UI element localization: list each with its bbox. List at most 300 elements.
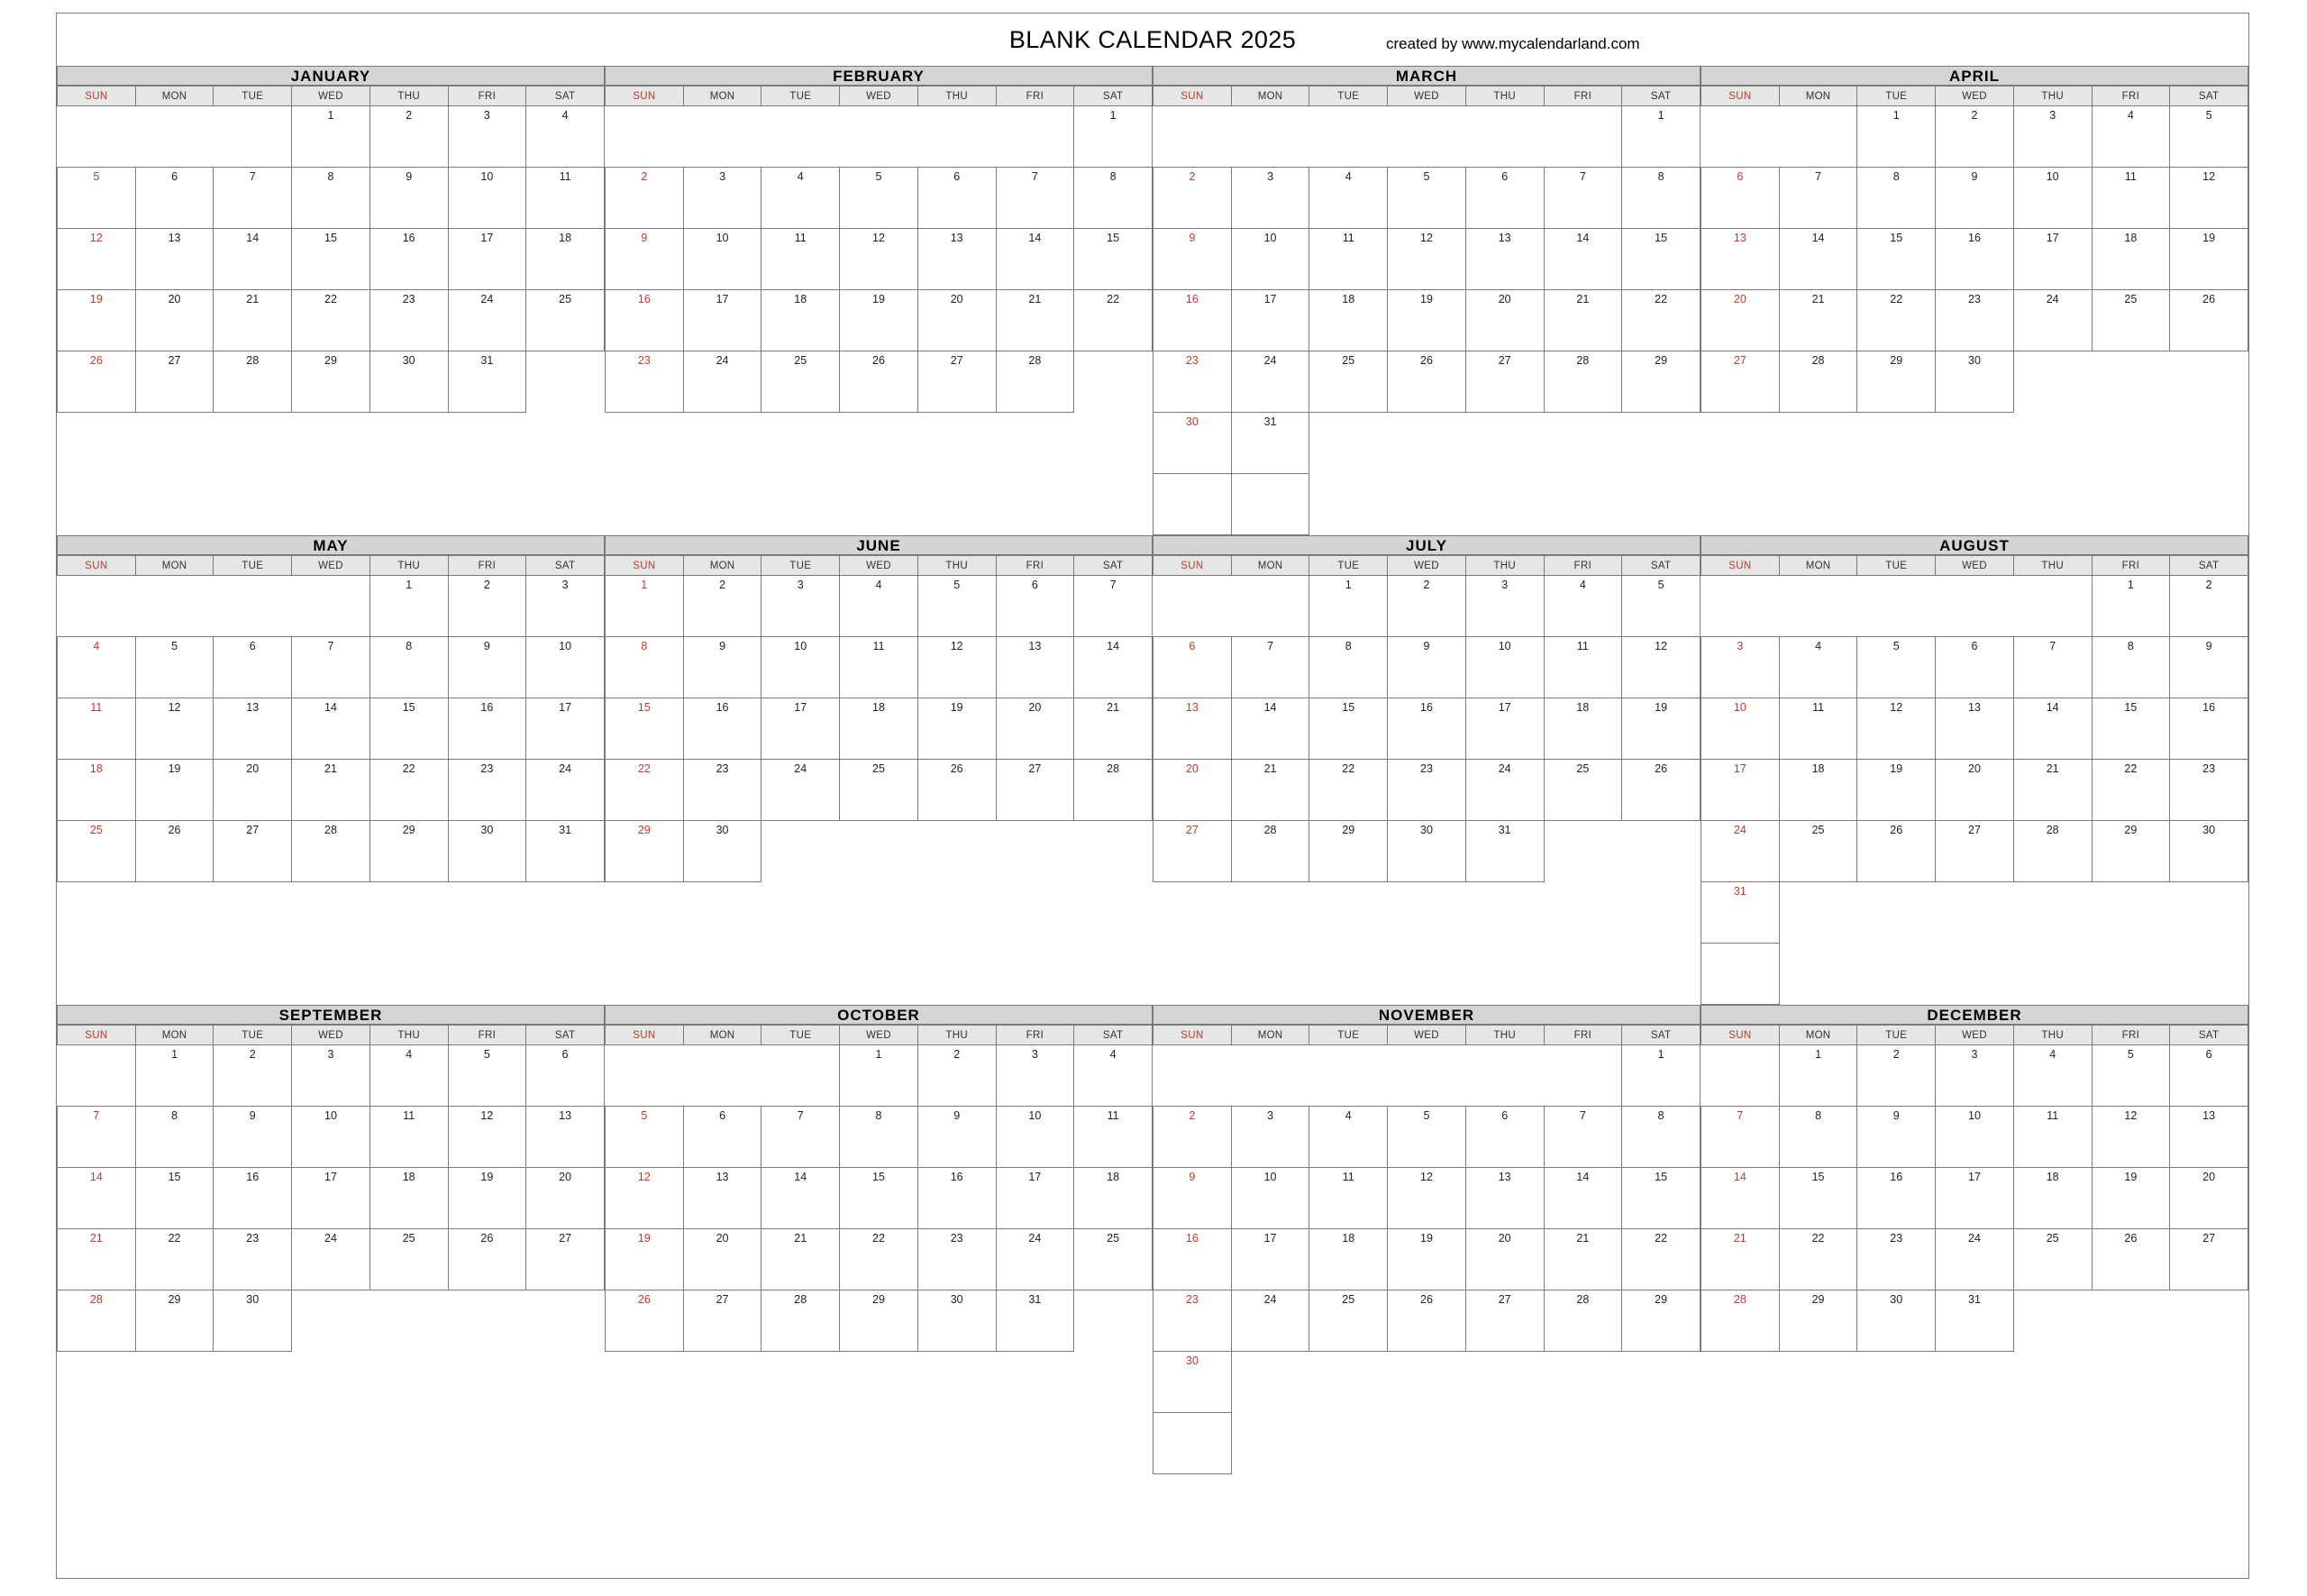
day-cell: 14: [292, 698, 370, 760]
day-cell: 27: [1465, 351, 1544, 413]
empty-cell: [214, 1352, 292, 1413]
day-cell: 7: [1779, 168, 1857, 229]
day-cell: 28: [1701, 1290, 1780, 1352]
month-table: [57, 86, 605, 534]
empty-cell: [1231, 1352, 1309, 1413]
day-cell: 3: [1701, 637, 1780, 698]
day-cell: 23: [2170, 760, 2248, 821]
week-row: [58, 1412, 605, 1473]
weekday-mon: MON: [683, 1026, 761, 1045]
empty-cell: [606, 413, 684, 474]
week-row: [606, 1229, 1153, 1290]
empty-cell: [526, 882, 605, 944]
day-cell: 19: [58, 290, 136, 351]
empty-cell: [1074, 1352, 1153, 1413]
weekday-fri: FRI: [996, 1026, 1074, 1045]
day-cell: 31: [996, 1290, 1074, 1352]
weekday-thu: THU: [369, 1026, 448, 1045]
day-cell: 7: [2013, 637, 2092, 698]
day-cell: 28: [214, 351, 292, 413]
week-row: [1701, 106, 2248, 168]
day-cell: 15: [369, 698, 448, 760]
day-cell: 11: [526, 168, 605, 229]
empty-cell: [2170, 1290, 2248, 1352]
day-cell: 11: [58, 698, 136, 760]
day-cell: 20: [214, 760, 292, 821]
day-cell: 20: [1465, 1229, 1544, 1290]
empty-cell: [2170, 1352, 2248, 1413]
month-title: SEPTEMBER: [57, 1005, 605, 1025]
day-cell: 29: [1309, 821, 1388, 882]
empty-cell: [2013, 473, 2092, 534]
day-cell: 6: [917, 168, 996, 229]
day-cell: 23: [917, 1229, 996, 1290]
week-row: [1154, 882, 1701, 944]
day-cell: 7: [58, 1107, 136, 1168]
day-cell: 20: [1701, 290, 1780, 351]
blank-day-cell: [1701, 944, 1780, 1005]
weekday-wed: WED: [1936, 1026, 2014, 1045]
empty-cell: [1074, 351, 1153, 413]
weekday-fri: FRI: [1544, 87, 1622, 106]
month-title: NOVEMBER: [1153, 1005, 1701, 1025]
day-cell: 9: [1388, 637, 1466, 698]
day-cell: 16: [917, 1168, 996, 1229]
day-cell: 14: [996, 229, 1074, 290]
empty-cell: [1779, 106, 1857, 168]
day-cell: 23: [369, 290, 448, 351]
day-cell: 11: [369, 1107, 448, 1168]
empty-cell: [135, 943, 214, 1003]
weekday-mon: MON: [135, 556, 214, 576]
day-cell: 28: [1779, 351, 1857, 413]
empty-cell: [996, 1412, 1074, 1473]
day-cell: 9: [2170, 637, 2248, 698]
empty-cell: [996, 473, 1074, 534]
day-cell: 27: [526, 1229, 605, 1290]
day-cell: 5: [1388, 168, 1466, 229]
empty-cell: [1309, 1413, 1388, 1474]
empty-cell: [1544, 882, 1622, 944]
day-cell: 21: [1231, 760, 1309, 821]
day-cell: 27: [2170, 1229, 2248, 1290]
day-cell: 7: [1544, 1107, 1622, 1168]
month-title: JUNE: [605, 535, 1153, 555]
weekday-sun: SUN: [1154, 87, 1232, 106]
empty-cell: [526, 351, 605, 413]
week-row: [606, 106, 1153, 168]
week-row: [58, 473, 605, 534]
weekday-header-row: [1154, 1026, 1701, 1045]
weekday-fri: FRI: [448, 87, 526, 106]
weekday-tue: TUE: [214, 87, 292, 106]
day-cell: 21: [58, 1229, 136, 1290]
month-table: [57, 1025, 605, 1473]
month-row: [57, 535, 2248, 1005]
day-cell: 30: [683, 821, 761, 882]
empty-cell: [683, 943, 761, 1003]
day-cell: 7: [1701, 1107, 1780, 1168]
day-cell: 29: [1622, 1290, 1701, 1352]
day-cell: 22: [1622, 290, 1701, 351]
weekday-header-row: [58, 87, 605, 106]
day-cell: 10: [761, 637, 840, 698]
weekday-sat: SAT: [2170, 87, 2248, 106]
empty-cell: [1544, 821, 1622, 882]
empty-cell: [526, 1412, 605, 1473]
weekday-mon: MON: [1779, 1026, 1857, 1045]
day-cell: 30: [448, 821, 526, 882]
week-row: [606, 351, 1153, 413]
empty-cell: [58, 1045, 136, 1107]
day-cell: 4: [840, 576, 918, 637]
day-cell: 17: [448, 229, 526, 290]
empty-cell: [1231, 1413, 1309, 1474]
empty-cell: [58, 943, 136, 1003]
week-row: [606, 576, 1153, 637]
empty-cell: [1857, 944, 1936, 1005]
week-row: [1701, 473, 2248, 534]
weekday-sun: SUN: [58, 556, 136, 576]
weekday-tue: TUE: [1309, 556, 1388, 576]
week-row: [1701, 229, 2248, 290]
day-cell: 28: [1074, 760, 1153, 821]
day-cell: 6: [1465, 1107, 1544, 1168]
week-row: [1701, 1229, 2248, 1290]
day-cell: 15: [292, 229, 370, 290]
empty-cell: [526, 943, 605, 1003]
empty-cell: [1622, 413, 1701, 474]
empty-cell: [1701, 473, 1780, 534]
month-table: [1701, 86, 2248, 534]
month-title: JULY: [1153, 535, 1701, 555]
empty-cell: [1309, 1045, 1388, 1107]
empty-cell: [448, 413, 526, 474]
day-cell: 7: [292, 637, 370, 698]
day-cell: 1: [1857, 106, 1936, 168]
week-row: [606, 1045, 1153, 1107]
day-cell: 28: [1544, 351, 1622, 413]
empty-cell: [1701, 1352, 1780, 1413]
day-cell: 23: [1154, 351, 1232, 413]
empty-cell: [1857, 473, 1936, 534]
weekday-wed: WED: [292, 556, 370, 576]
weekday-sun: SUN: [606, 1026, 684, 1045]
empty-cell: [606, 1352, 684, 1413]
day-cell: 8: [840, 1107, 918, 1168]
day-cell: 8: [1622, 1107, 1701, 1168]
day-cell: 3: [761, 576, 840, 637]
empty-cell: [526, 473, 605, 534]
day-cell: 29: [1857, 351, 1936, 413]
day-cell: 20: [2170, 1168, 2248, 1229]
day-cell: 9: [214, 1107, 292, 1168]
empty-cell: [917, 821, 996, 882]
day-cell: 4: [761, 168, 840, 229]
day-cell: 9: [683, 637, 761, 698]
day-cell: 17: [526, 698, 605, 760]
weekday-tue: TUE: [1857, 1026, 1936, 1045]
month-block-september: [57, 1005, 605, 1474]
empty-cell: [1701, 576, 1780, 637]
weekday-tue: TUE: [761, 87, 840, 106]
day-cell: 29: [2092, 821, 2170, 882]
weekday-mon: MON: [1231, 556, 1309, 576]
day-cell: 15: [1857, 229, 1936, 290]
empty-cell: [996, 943, 1074, 1003]
empty-cell: [761, 1045, 840, 1107]
day-cell: 31: [1231, 413, 1309, 474]
day-cell: 20: [135, 290, 214, 351]
day-cell: 4: [2092, 106, 2170, 168]
blank-day-cell: [1154, 474, 1232, 535]
empty-cell: [1231, 943, 1309, 1003]
day-cell: 30: [917, 1290, 996, 1352]
empty-cell: [1388, 1413, 1466, 1474]
empty-cell: [1074, 413, 1153, 474]
month-title: AUGUST: [1701, 535, 2248, 555]
week-row: [1154, 474, 1701, 535]
month-title: MAY: [57, 535, 605, 555]
day-cell: 6: [526, 1045, 605, 1107]
day-cell: 6: [2170, 1045, 2248, 1107]
empty-cell: [917, 1352, 996, 1413]
day-cell: 31: [526, 821, 605, 882]
day-cell: 1: [369, 576, 448, 637]
empty-cell: [1779, 576, 1857, 637]
day-cell: 19: [448, 1168, 526, 1229]
empty-cell: [1701, 1045, 1780, 1107]
empty-cell: [2092, 1352, 2170, 1413]
empty-cell: [58, 1352, 136, 1413]
empty-cell: [1857, 413, 1936, 474]
day-cell: 11: [1309, 229, 1388, 290]
day-cell: 22: [1074, 290, 1153, 351]
day-cell: 22: [606, 760, 684, 821]
day-cell: 24: [2013, 290, 2092, 351]
day-cell: 26: [58, 351, 136, 413]
empty-cell: [526, 413, 605, 474]
day-cell: 16: [214, 1168, 292, 1229]
week-row: [1701, 290, 2248, 351]
empty-cell: [683, 106, 761, 168]
weekday-mon: MON: [1779, 87, 1857, 106]
week-row: [1701, 351, 2248, 413]
month-block-august: [1701, 535, 2248, 1005]
week-row: [1154, 351, 1701, 413]
weekday-thu: THU: [917, 1026, 996, 1045]
day-cell: 21: [2013, 760, 2092, 821]
day-cell: 26: [917, 760, 996, 821]
weekday-fri: FRI: [2092, 87, 2170, 106]
empty-cell: [1388, 474, 1466, 535]
day-cell: 20: [1154, 760, 1232, 821]
week-row: [606, 821, 1153, 882]
day-cell: 3: [1231, 168, 1309, 229]
weekday-header-row: [606, 556, 1153, 576]
weekday-mon: MON: [1779, 556, 1857, 576]
day-cell: 7: [1074, 576, 1153, 637]
day-cell: 3: [526, 576, 605, 637]
day-cell: 20: [683, 1229, 761, 1290]
day-cell: 9: [606, 229, 684, 290]
empty-cell: [1074, 1412, 1153, 1473]
day-cell: 5: [840, 168, 918, 229]
empty-cell: [2092, 944, 2170, 1005]
month-block-july: [1153, 535, 1701, 1005]
day-cell: 14: [1779, 229, 1857, 290]
day-cell: 18: [369, 1168, 448, 1229]
empty-cell: [1388, 106, 1466, 168]
empty-cell: [761, 106, 840, 168]
empty-cell: [135, 576, 214, 637]
day-cell: 10: [2013, 168, 2092, 229]
empty-cell: [1465, 1413, 1544, 1474]
day-cell: 9: [448, 637, 526, 698]
weekday-mon: MON: [1231, 1026, 1309, 1045]
empty-cell: [292, 1290, 370, 1352]
empty-cell: [135, 882, 214, 944]
day-cell: 22: [292, 290, 370, 351]
day-cell: 16: [1857, 1168, 1936, 1229]
month-row: [57, 66, 2248, 535]
day-cell: 7: [214, 168, 292, 229]
day-cell: 1: [1622, 1045, 1701, 1107]
weekday-tue: TUE: [1309, 1026, 1388, 1045]
week-row: [1701, 1290, 2248, 1352]
empty-cell: [369, 1412, 448, 1473]
day-cell: 26: [448, 1229, 526, 1290]
day-cell: 13: [214, 698, 292, 760]
empty-cell: [369, 882, 448, 944]
weekday-sat: SAT: [1074, 87, 1153, 106]
empty-cell: [1309, 882, 1388, 944]
day-cell: 13: [526, 1107, 605, 1168]
empty-cell: [2013, 1290, 2092, 1352]
day-cell: 1: [606, 576, 684, 637]
day-cell: 10: [526, 637, 605, 698]
day-cell: 2: [1154, 1107, 1232, 1168]
empty-cell: [2013, 576, 2092, 637]
month-table: [1153, 555, 1701, 1003]
empty-cell: [369, 1290, 448, 1352]
empty-cell: [1154, 1045, 1232, 1107]
empty-cell: [1936, 473, 2014, 534]
empty-cell: [683, 1412, 761, 1473]
week-row: [1154, 290, 1701, 351]
day-cell: 9: [1154, 229, 1232, 290]
empty-cell: [840, 473, 918, 534]
blank-day-cell: [1231, 474, 1309, 535]
empty-cell: [1074, 1290, 1153, 1352]
day-cell: 1: [2092, 576, 2170, 637]
empty-cell: [761, 473, 840, 534]
day-cell: 18: [840, 698, 918, 760]
day-cell: 15: [1779, 1168, 1857, 1229]
empty-cell: [996, 106, 1074, 168]
day-cell: 3: [1231, 1107, 1309, 1168]
empty-cell: [1074, 473, 1153, 534]
empty-cell: [2170, 1412, 2248, 1473]
weekday-header-row: [606, 87, 1153, 106]
day-cell: 14: [2013, 698, 2092, 760]
empty-cell: [996, 882, 1074, 944]
week-row: [1154, 1352, 1701, 1413]
month-title: JANUARY: [57, 66, 605, 86]
day-cell: 25: [58, 821, 136, 882]
day-cell: 1: [1309, 576, 1388, 637]
month-table: [605, 555, 1153, 1003]
weekday-header-row: [58, 1026, 605, 1045]
empty-cell: [58, 1412, 136, 1473]
week-row: [606, 1290, 1153, 1352]
week-row: [58, 1290, 605, 1352]
day-cell: 8: [292, 168, 370, 229]
week-row: [1701, 168, 2248, 229]
day-cell: 15: [1622, 1168, 1701, 1229]
day-cell: 21: [1544, 290, 1622, 351]
day-cell: 10: [448, 168, 526, 229]
month-row: [57, 1005, 2248, 1474]
empty-cell: [1309, 474, 1388, 535]
empty-cell: [292, 943, 370, 1003]
day-cell: 12: [135, 698, 214, 760]
empty-cell: [1465, 1352, 1544, 1413]
day-cell: 4: [1309, 1107, 1388, 1168]
weekday-sat: SAT: [1622, 87, 1701, 106]
day-cell: 7: [1544, 168, 1622, 229]
weekday-fri: FRI: [1544, 556, 1622, 576]
weekday-fri: FRI: [1544, 1026, 1622, 1045]
empty-cell: [1779, 1412, 1857, 1473]
day-cell: 28: [1544, 1290, 1622, 1352]
day-cell: 3: [1465, 576, 1544, 637]
day-cell: 3: [292, 1045, 370, 1107]
day-cell: 22: [840, 1229, 918, 1290]
day-cell: 22: [1857, 290, 1936, 351]
day-cell: 29: [1622, 351, 1701, 413]
empty-cell: [606, 882, 684, 944]
empty-cell: [1465, 106, 1544, 168]
weekday-sun: SUN: [58, 87, 136, 106]
empty-cell: [761, 943, 840, 1003]
day-cell: 12: [1388, 229, 1466, 290]
day-cell: 4: [369, 1045, 448, 1107]
day-cell: 14: [1544, 229, 1622, 290]
weekday-header-row: [1701, 87, 2248, 106]
week-row: [58, 821, 605, 882]
empty-cell: [917, 106, 996, 168]
day-cell: 2: [214, 1045, 292, 1107]
empty-cell: [1388, 943, 1466, 1003]
day-cell: 13: [2170, 1107, 2248, 1168]
empty-cell: [214, 1412, 292, 1473]
empty-cell: [840, 821, 918, 882]
month-table: [1701, 1025, 2248, 1473]
day-cell: 6: [135, 168, 214, 229]
day-cell: 20: [526, 1168, 605, 1229]
day-cell: 31: [1701, 882, 1780, 944]
weekday-fri: FRI: [2092, 1026, 2170, 1045]
empty-cell: [1544, 1045, 1622, 1107]
empty-cell: [292, 882, 370, 944]
empty-cell: [606, 1412, 684, 1473]
week-row: [58, 637, 605, 698]
empty-cell: [214, 576, 292, 637]
day-cell: 6: [996, 576, 1074, 637]
empty-cell: [683, 882, 761, 944]
day-cell: 26: [1388, 351, 1466, 413]
